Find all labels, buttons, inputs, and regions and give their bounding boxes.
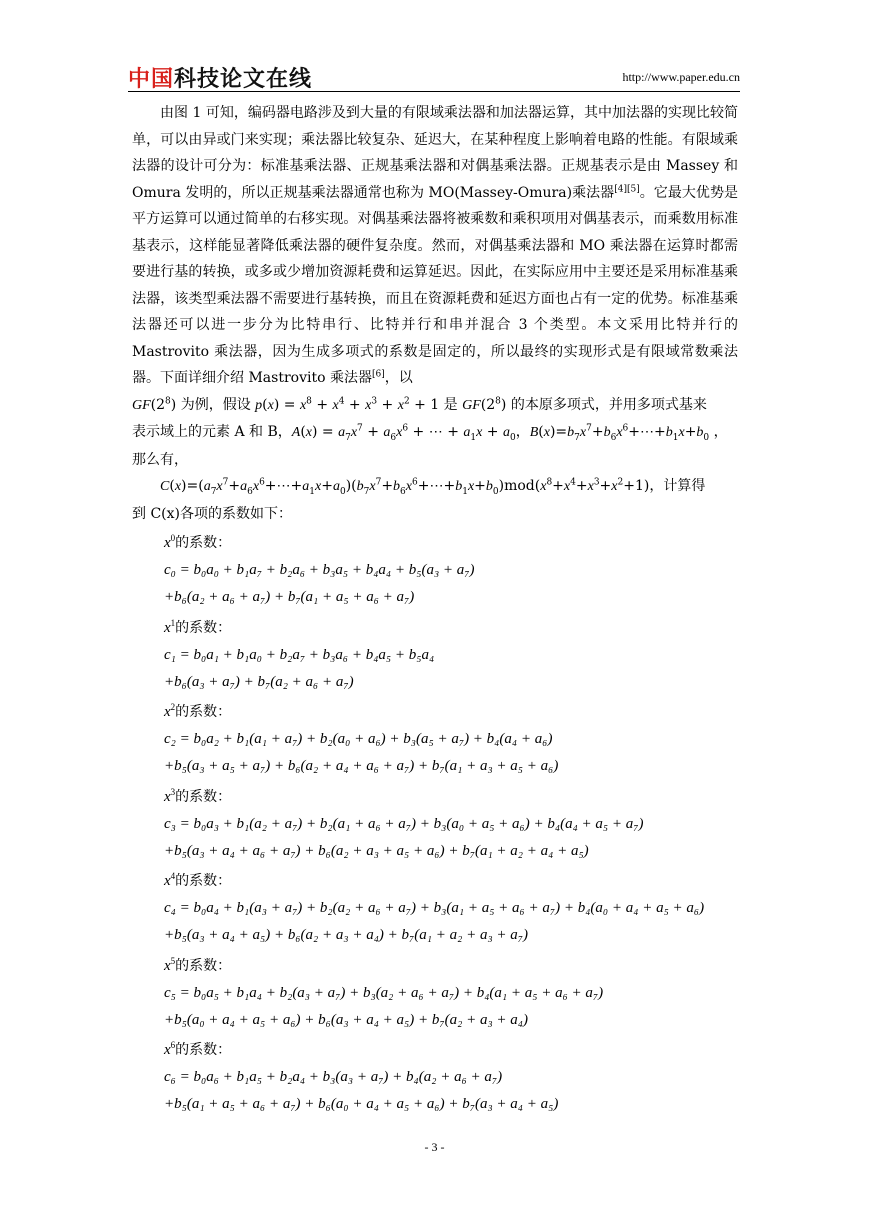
coefficient-label: $x^1$的系数： — [164, 617, 232, 636]
coefficient-eq-line1: c₄ = b₀a₄ + b₁(a₃ + a₇) + b₂(a₂ + a₆ + a₇) + b₃(a₁ + a₅ + a₆ + a₇) + b₄(a₀ + a₄ + a₅ + a₆) — [164, 900, 705, 916]
coefficient-eq-line2: +b₅(a₃ + a₄ + a₅) + b₆(a₂ + a₃ + a₄) + b₇(a₁ + a₂ + a₃ + a₇) — [164, 927, 528, 943]
logo-red-text: 中国 — [128, 67, 175, 92]
formula-line-c: $C(x)=(a_7x^7+a_6x^6+\cdots+a_1x+a_0)(b_7x^7+b_6x^6+\cdots+b_1x+b_0)mod(x^8+x^4+x^3+x^2+1)$，计算得 — [160, 477, 706, 497]
coefficient-eq-line1: c₆ = b₀a₆ + b₁a₅ + b₂a₄ + b₃(a₃ + a₇) + b₄(a₂ + a₆ + a₇) — [164, 1069, 503, 1085]
coefficient-block — [164, 615, 434, 696]
text-then: 那么有， — [132, 451, 188, 468]
coefficient-block — [164, 784, 643, 865]
coefficient-label: $x^4$的系数： — [164, 871, 232, 889]
coefficient-eq-line1: c₃ = b₀a₃ + b₁(a₂ + a₇) + b₂(a₁ + a₆ + a₇) + b₃(a₀ + a₅ + a₆) + b₄(a₄ + a₅ + a₇) — [164, 815, 644, 832]
header-rule — [128, 91, 740, 92]
coefficient-eq-line1: c₂ = b₀a₂ + b₁(a₁ + a₇) + b₂(a₀ + a₆) + b₃(a₅ + a₇) + b₄(a₄ + a₆) — [164, 731, 553, 747]
coefficient-label: $x^0$的系数： — [164, 533, 232, 551]
coefficient-eq-line1: c₅ = b₀a₅ + b₁a₄ + b₂(a₃ + a₇) + b₃(a₂ + a₆ + a₇) + b₄(a₁ + a₅ + a₆ + a₇) — [164, 984, 604, 1001]
citation-6: [6] — [371, 369, 385, 380]
coefficient-eq-line2: +b₅(a₀ + a₄ + a₅ + a₆) + b₆(a₃ + a₄ + a₅) + b₇(a₂ + a₃ + a₄) — [164, 1011, 528, 1028]
formula-line-gf: $GF(2^8)$ 为例，假设 $p(x) = x^8 + x^4 + x^3 + x^2 + 1$ 是 $GF(2^8)$ 的本原多项式，并用多项式基来 — [132, 395, 707, 413]
coefficient-label: $x^5$的系数： — [164, 955, 232, 974]
coefficient-block — [164, 699, 558, 780]
coefficient-block — [164, 868, 704, 949]
coefficient-label: $x^6$的系数： — [164, 1040, 232, 1058]
coefficient-block — [164, 953, 603, 1034]
coefficient-label: $x^3$的系数： — [164, 786, 232, 805]
coefficient-eq-line2: +b₅(a₃ + a₄ + a₆ + a₇) + b₆(a₂ + a₃ + a₅ + a₆) + b₇(a₁ + a₂ + a₄ + a₅) — [164, 842, 589, 859]
coefficient-eq-line2: +b₆(a₂ + a₆ + a₇) + b₇(a₁ + a₅ + a₆ + a₇) — [164, 589, 415, 605]
coefficient-eq-line1: c₁ = b₀a₁ + b₁a₀ + b₂a₇ + b₃a₆ + b₄a₅ + b₅a₄ — [164, 646, 435, 663]
coefficient-label: $x^2$的系数： — [164, 702, 232, 720]
page-number: - 3 - — [424, 1140, 445, 1154]
coefficient-eq-line2: +b₅(a₁ + a₅ + a₆ + a₇) + b₆(a₀ + a₄ + a₅ + a₆) + b₇(a₃ + a₄ + a₅) — [164, 1096, 559, 1112]
page-header — [128, 62, 740, 90]
coefficient-block — [164, 530, 475, 611]
coefficient-eq-line2: +b₅(a₃ + a₅ + a₇) + b₆(a₂ + a₄ + a₆ + a₇) + b₇(a₁ + a₃ + a₅ + a₆) — [164, 758, 559, 774]
site-logo — [128, 62, 312, 93]
text-coefficients-intro: 到 C(x)各项的系数如下： — [132, 505, 292, 522]
coefficient-eq-line2: +b₆(a₃ + a₇) + b₇(a₂ + a₆ + a₇) — [164, 673, 354, 690]
citation-4-5: [4][5] — [614, 183, 640, 194]
logo-dark-text: 科技论文在线 — [174, 67, 313, 92]
coefficient-eq-line1: c₀ = b₀a₀ + b₁a₇ + b₂a₆ + b₃a₅ + b₄a₄ + b₅(a₃ + a₇) — [164, 562, 475, 578]
formula-line-ab: 表示域上的元素 A 和 B，$A(x) = a_7x^7 + a_6x^6$ + ⋯ + $a_1x + a_0$，$B(x)=b_7x^7+b_6x^6+\cdots+b_1x+b_0$ ， — [132, 423, 728, 443]
main-paragraph: 由图 1 可知，编码器电路涉及到大量的有限域乘法器和加法器运算，其中加法器的实现比较简单，可以由异或门来实现；乘法器比较复杂、延迟大，在某种程度上影响着电路的性能。有限域乘法器的设计可分为：标准基乘法器、正规基乘法器和对偶基乘法器。正规基表示是由 Massey 和 Omura 发明的，所以正规基乘法器通常也称为 MO(Massey-Omura)乘法器[4][5]。它最大优势是平方运算可以通过简单的右移实现。对偶基乘法器将被乘数和乘积项用对偶基表示，而乘数用标准基表示，这样能显著降低乘法器的硬件复杂度。然而，对偶基乘法器和 MO 乘法器在运算时都需要进行基的转换，或多或少增加资源耗费和运算延迟。因此，在实际应用中主要还是采用标准基乘法器，该类型乘法器不需要进行基转换，而且在资源耗费和延迟方面也占有一定的优势。标准基乘法器还可以进一步分为比特串行、比特并行和串并混合 3 个类型。本文采用比特并行的 Mastrovito 乘法器，因为生成多项式的系数是固定的，所以最终的实现形式是有限域常数乘法器。下面详细介绍 Mastrovito 乘法器[6]，以 $GF(2^8)$ 为例，假设 $p(x) = x^8 + x^4 + x^3 + x^2 + 1$ 是 $GF(2^8)$ 的本原多项式，并用多项式基来 表示域上的元素 A 和 B，$A(x) = a_7x^7 + a_6x^6$ + ⋯ + $a_1x + a_0$，$B(x)=b_7x^7+b_6x^6+\cdots+b_1x+b_0$ ， 那么有， $C(x)=(a_7x^7+a_6x^6+\cdots+a_1x+a_0)(b_7x^7+b_6x^6+\cdots+b_1x+b_0)mod(x^8+x^4+x^3+x^2+1)$，计算得 到 C(x)各项的系数如下： — [132, 100, 738, 527]
header-url[interactable]: http://www.paper.edu.cn — [622, 70, 740, 84]
coefficient-block — [164, 1037, 558, 1118]
